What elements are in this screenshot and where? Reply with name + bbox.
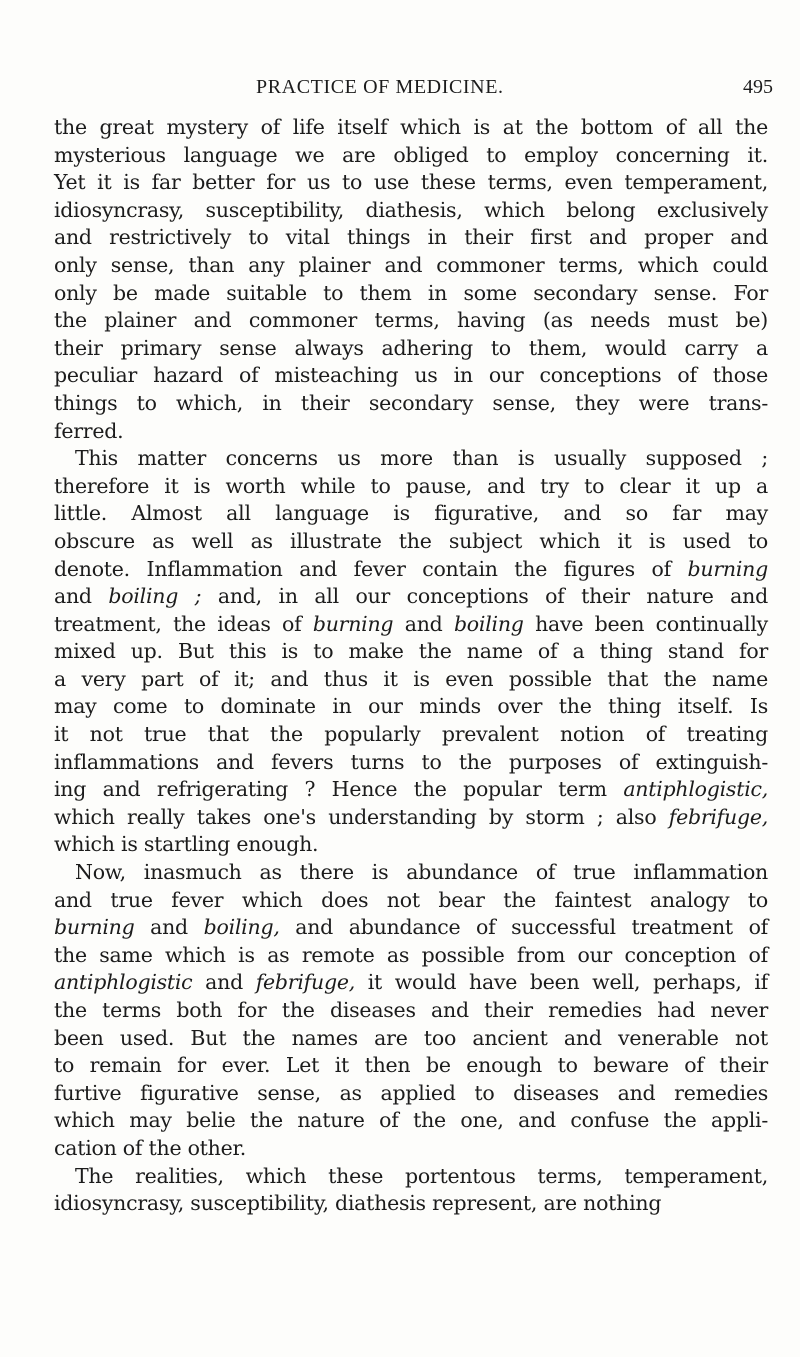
text-segment: the great mystery of life itself which is at the bottom of all the bbox=[54, 115, 768, 139]
text-line bbox=[54, 1135, 768, 1163]
text-line bbox=[54, 224, 768, 252]
text-segment: only be made suitable to them in some secondary sense. For bbox=[54, 280, 768, 305]
text-line bbox=[54, 142, 768, 170]
text-segment: idiosyncrasy, susceptibility, diathesis, which belong exclusively bbox=[54, 197, 768, 222]
text-segment: and bbox=[134, 915, 204, 940]
text-line bbox=[54, 859, 768, 887]
text-line bbox=[54, 666, 768, 694]
text-segment: may come to dominate in our minds over the thing itself. Is bbox=[54, 694, 768, 719]
text-line bbox=[54, 114, 768, 142]
text-segment: have been continually bbox=[523, 611, 768, 636]
text-line bbox=[54, 197, 768, 225]
text-segment: which is startling enough. bbox=[54, 832, 319, 857]
text-line bbox=[54, 804, 768, 832]
text-segment: treatment, the ideas of bbox=[54, 611, 313, 636]
text-segment: which really takes one's understanding by storm ; also bbox=[54, 804, 669, 829]
text-segment: inflammations and fevers turns to the purposes of extinguish- bbox=[54, 749, 768, 774]
text-line bbox=[54, 362, 768, 390]
italic-term: febrifuge, bbox=[255, 970, 355, 995]
text-segment: and, in all our conceptions of their nature and bbox=[201, 584, 768, 609]
text-segment: denote. Inflammation and fever contain the figures of bbox=[54, 556, 688, 581]
text-segment: it not true that the popularly prevalent notion of treating bbox=[54, 722, 768, 747]
body-text bbox=[54, 114, 768, 1218]
running-head bbox=[256, 76, 776, 102]
text-line bbox=[54, 1080, 768, 1108]
text-segment: things to which, in their secondary sense, they were trans- bbox=[54, 390, 768, 415]
italic-term: burning bbox=[54, 915, 135, 940]
text-line bbox=[54, 914, 768, 942]
text-segment: ing and refrigerating ? Hence the popular term bbox=[54, 777, 624, 802]
text-line bbox=[54, 831, 768, 859]
text-segment: furtive figurative sense, as applied to diseases and remedies bbox=[54, 1080, 768, 1105]
italic-term: antiphlogistic bbox=[54, 970, 193, 995]
text-segment: ferred. bbox=[54, 418, 124, 443]
paragraph bbox=[54, 1163, 768, 1218]
text-line bbox=[54, 556, 768, 584]
text-line bbox=[54, 418, 768, 446]
text-segment: mysterious language we are obliged to employ concerning it. bbox=[54, 142, 768, 167]
italic-term: boiling bbox=[453, 611, 524, 636]
text-line bbox=[54, 749, 768, 777]
text-line bbox=[54, 1163, 768, 1191]
italic-term: febrifuge, bbox=[668, 804, 768, 829]
text-segment: Now, inasmuch as there is abundance of true inflammation bbox=[75, 860, 768, 885]
text-line bbox=[54, 611, 768, 639]
text-segment: cation of the other. bbox=[54, 1135, 247, 1160]
text-segment: the plainer and commoner terms, having (as needs must be) bbox=[54, 308, 768, 333]
text-segment: the terms both for the diseases and their remedies had never bbox=[54, 998, 768, 1022]
italic-term: burning bbox=[312, 611, 394, 636]
text-line bbox=[54, 390, 768, 418]
text-line bbox=[54, 693, 768, 721]
text-line bbox=[54, 1052, 768, 1080]
text-line bbox=[54, 1190, 768, 1218]
page-number: 495 bbox=[743, 76, 773, 98]
text-line bbox=[54, 887, 768, 915]
text-segment: peculiar hazard of misteaching us in our conceptions of those bbox=[54, 363, 768, 388]
text-line bbox=[54, 280, 768, 308]
text-segment: and bbox=[192, 970, 256, 995]
text-line bbox=[54, 638, 768, 666]
italic-term: burning bbox=[687, 556, 768, 581]
text-segment: which may belie the nature of the one, and confuse the appli- bbox=[54, 1108, 768, 1133]
text-segment: and bbox=[393, 611, 454, 636]
text-line bbox=[54, 252, 768, 280]
text-segment: This matter concerns us more than is usually supposed ; bbox=[75, 446, 768, 471]
text-line bbox=[54, 776, 768, 804]
text-line bbox=[54, 721, 768, 749]
text-segment: only sense, than any plainer and commoner terms, which could bbox=[54, 252, 768, 277]
text-segment: the same which is as remote as possible from our conception of bbox=[54, 942, 768, 967]
text-line bbox=[54, 969, 768, 997]
paragraph bbox=[54, 859, 768, 1163]
text-line bbox=[54, 169, 768, 197]
text-line bbox=[54, 1025, 768, 1053]
text-line bbox=[54, 307, 768, 335]
text-segment: a very part of it; and thus it is even possible that the name bbox=[54, 666, 768, 691]
text-line bbox=[54, 583, 768, 611]
text-segment: Yet it is far better for us to use these terms, even temperament, bbox=[54, 170, 768, 195]
text-segment: and abundance of successful treatment of bbox=[279, 915, 768, 940]
text-segment: and bbox=[54, 584, 109, 609]
text-segment: and true fever which does not bear the faintest analogy to bbox=[54, 887, 768, 912]
text-segment: mixed up. But this is to make the name of a thing stand for bbox=[54, 639, 768, 664]
italic-term: boiling, bbox=[203, 915, 280, 940]
text-line bbox=[54, 500, 768, 528]
text-line bbox=[54, 528, 768, 556]
paragraph bbox=[54, 445, 768, 859]
text-segment: The realities, which these portentous terms, temperament, bbox=[75, 1163, 768, 1188]
text-line bbox=[54, 1107, 768, 1135]
text-line bbox=[54, 473, 768, 501]
text-segment: their primary sense always adhering to them, would carry a bbox=[54, 335, 768, 360]
text-segment: idiosyncrasy, susceptibility, diathesis represent, are nothing bbox=[54, 1191, 662, 1216]
text-segment: and restrictively to vital things in their first and proper and bbox=[54, 225, 768, 250]
text-segment: it would have been well, perhaps, if bbox=[354, 970, 768, 995]
paragraph bbox=[54, 114, 768, 445]
running-title: PRACTICE OF MEDICINE. bbox=[256, 76, 504, 98]
text-line bbox=[54, 335, 768, 363]
text-line bbox=[54, 445, 768, 473]
italic-term: boiling ; bbox=[108, 584, 202, 609]
text-segment: therefore it is worth while to pause, and try to clear it up a bbox=[54, 473, 768, 498]
text-segment: obscure as well as illustrate the subject which it is used to bbox=[54, 528, 768, 553]
italic-term: antiphlogistic, bbox=[623, 777, 768, 802]
text-segment: little. Almost all language is figurative, and so far may bbox=[54, 501, 768, 526]
text-segment: been used. But the names are too ancient and venerable not bbox=[54, 1025, 768, 1050]
text-segment: to remain for ever. Let it then be enough to beware of their bbox=[54, 1053, 768, 1078]
text-line bbox=[54, 942, 768, 970]
text-line bbox=[54, 997, 768, 1025]
